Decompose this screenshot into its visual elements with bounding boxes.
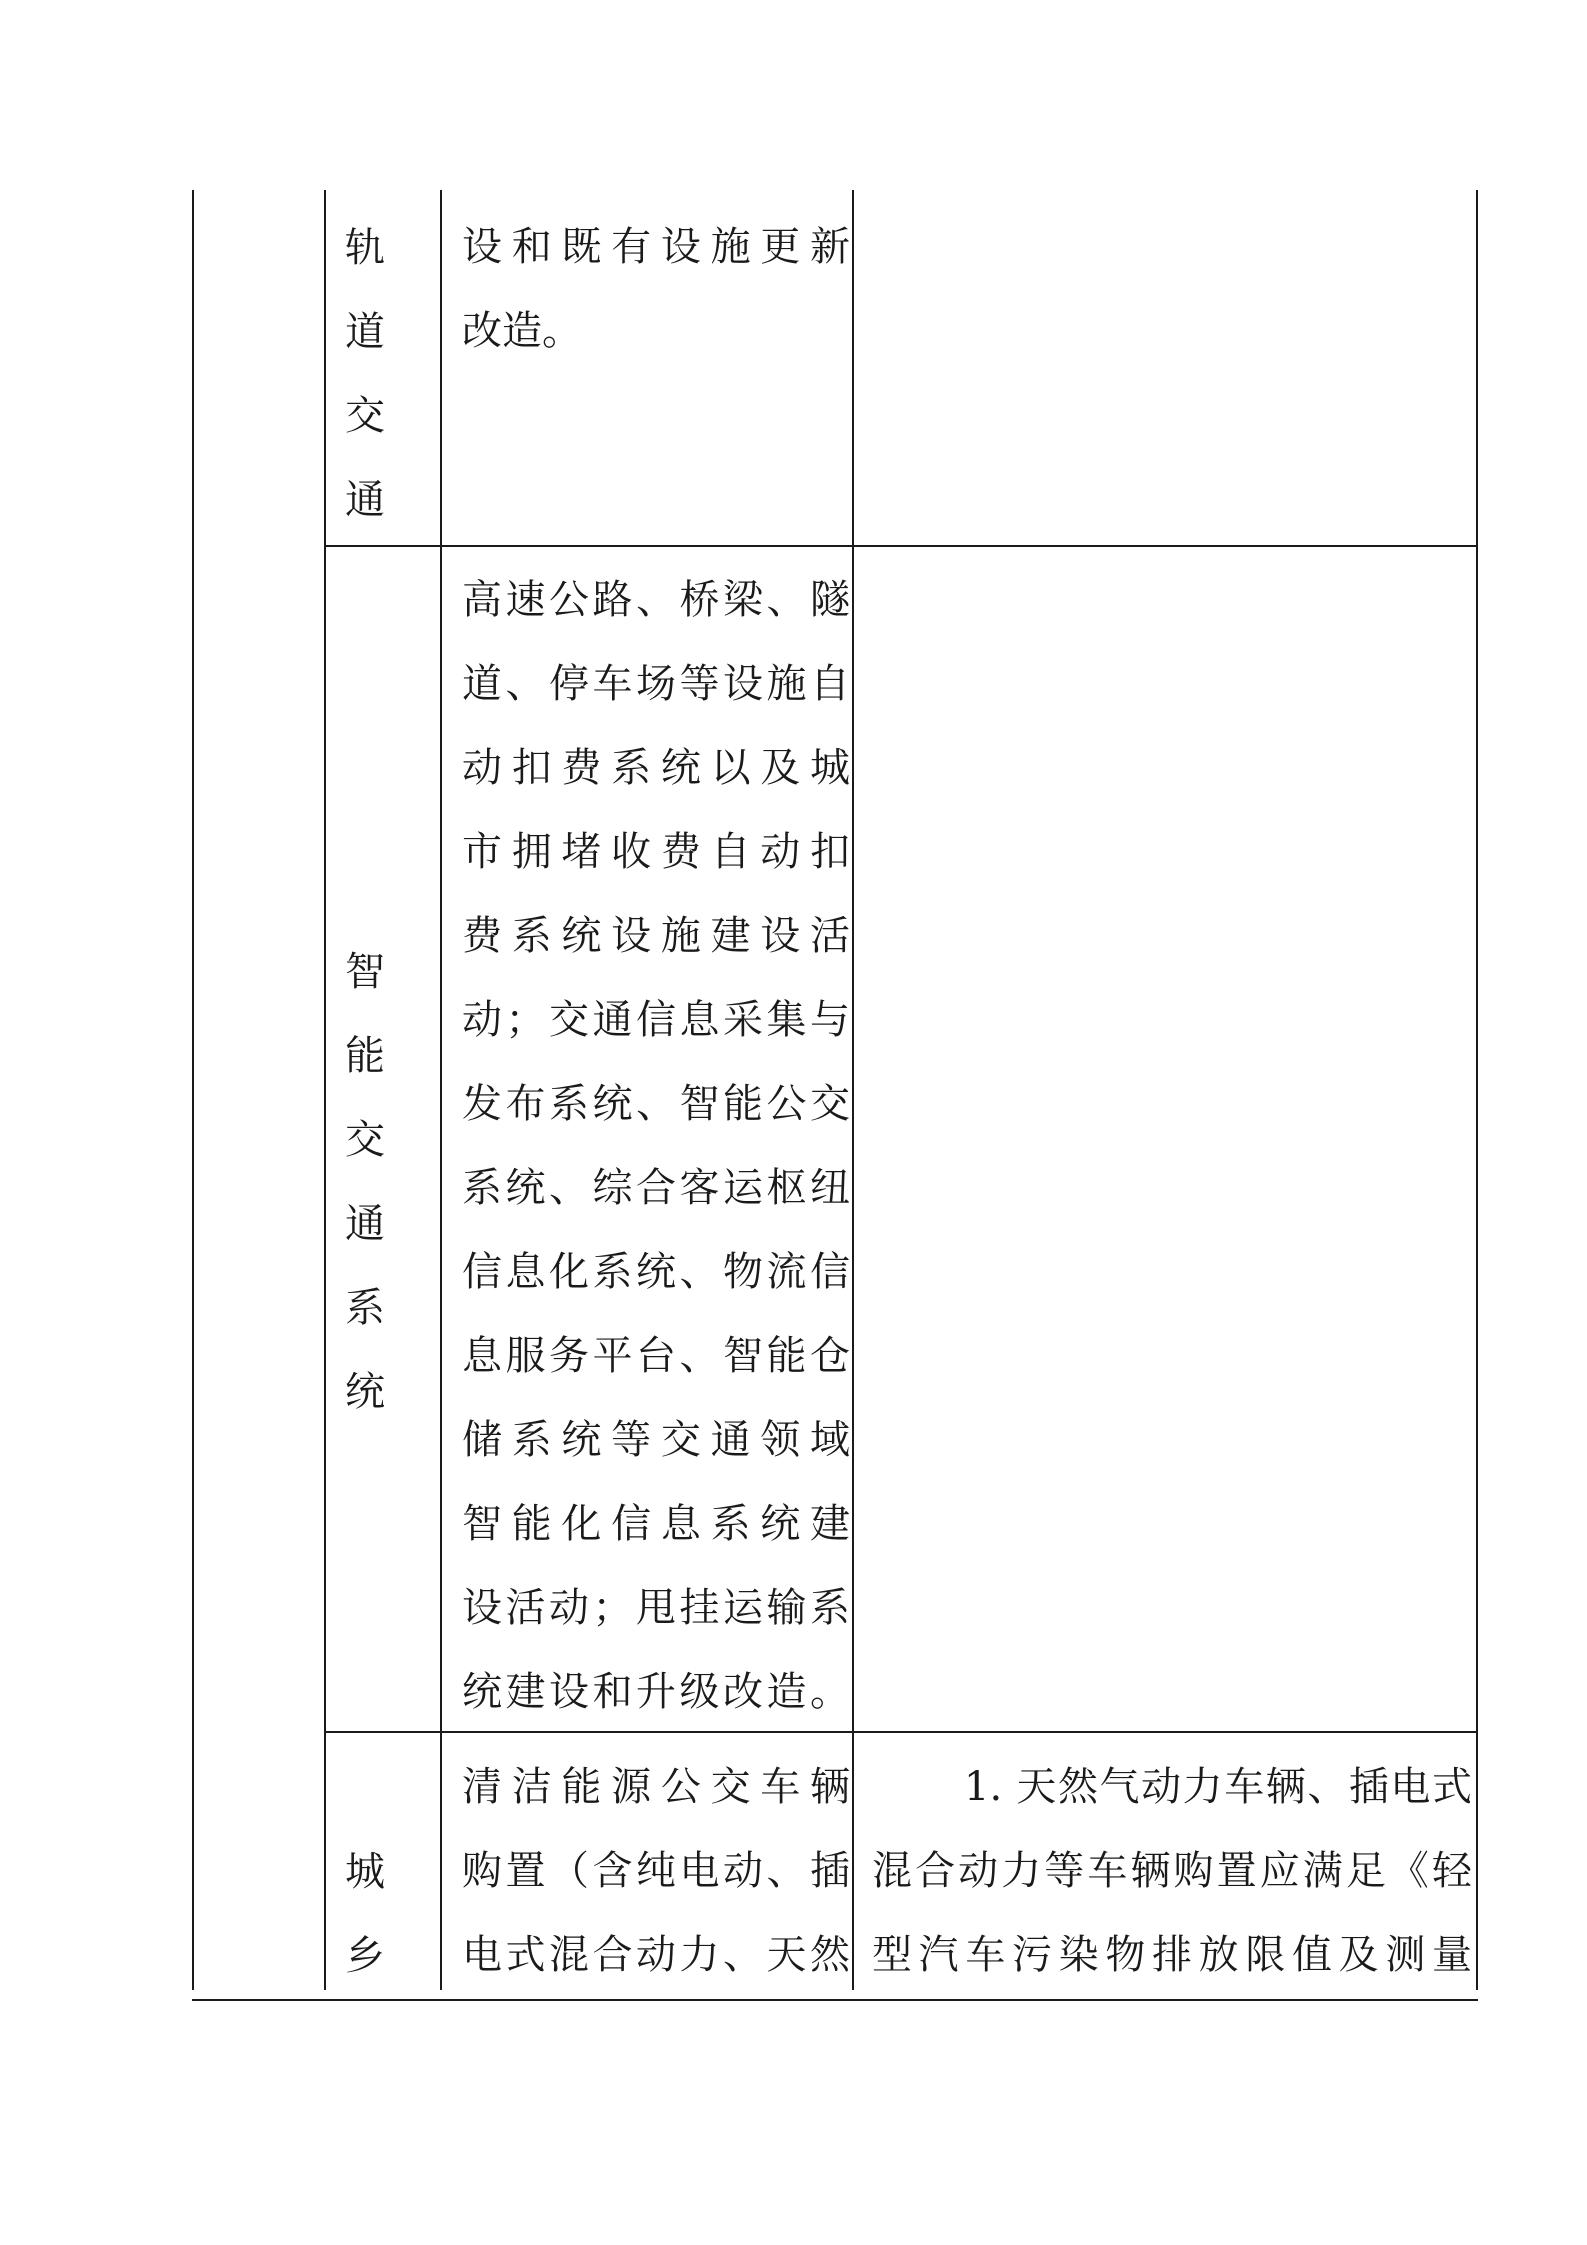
category-char: 统 <box>345 1369 385 1415</box>
content-line: 息服务平台、智能仓 <box>462 1333 850 1379</box>
content-line: 电式混合动力、天然 <box>462 1932 850 1978</box>
content-line: 动扣费系统以及城 <box>462 745 850 791</box>
requirement-line: 1. 天然气动力车辆、插电式 <box>964 1764 1472 1810</box>
content-urban-rural <box>462 1745 850 1997</box>
content-line: 市拥堵收费自动扣 <box>462 829 850 875</box>
category-char: 轨 <box>345 225 385 271</box>
table-border-left <box>192 190 194 1990</box>
row-separator-1 <box>324 545 1478 547</box>
category-rail-transit <box>325 206 405 542</box>
content-line: 信息化系统、物流信 <box>462 1249 850 1295</box>
table-divider-3 <box>852 190 854 1990</box>
content-line: 发布系统、智能公交 <box>462 1081 850 1127</box>
requirement-line: 型汽车污染物排放限值及测量 <box>872 1932 1472 1978</box>
content-intelligent-transport <box>462 558 850 1734</box>
category-urban-rural <box>325 1830 405 1998</box>
table-divider-2 <box>440 190 442 1990</box>
content-rail-transit <box>462 205 850 373</box>
requirement-urban-rural <box>872 1745 1472 1997</box>
content-line: 改造。 <box>462 308 582 354</box>
category-intelligent-transport <box>325 930 405 1434</box>
content-line: 动；交通信息采集与 <box>462 997 850 1043</box>
content-line: 道、停车场等设施自 <box>462 661 850 707</box>
category-char: 能 <box>345 1033 385 1079</box>
category-char: 道 <box>345 309 385 355</box>
content-line: 清洁能源公交车辆 <box>462 1764 850 1810</box>
category-char: 通 <box>345 477 385 523</box>
category-char: 交 <box>345 1117 385 1163</box>
content-line: 费系统设施建设活 <box>462 913 850 959</box>
content-line: 系统、综合客运枢纽 <box>462 1165 850 1211</box>
content-line: 设和既有设施更新 <box>462 224 850 270</box>
table-border-right <box>1476 190 1478 1990</box>
content-line: 储系统等交通领域 <box>462 1417 850 1463</box>
category-char: 通 <box>345 1201 385 1247</box>
content-line: 购置（含纯电动、插 <box>462 1848 850 1894</box>
content-line: 统建设和升级改造。 <box>462 1669 850 1715</box>
content-line: 智能化信息系统建 <box>462 1501 850 1547</box>
category-char: 乡 <box>345 1933 385 1979</box>
category-char: 系 <box>345 1285 385 1331</box>
category-char: 交 <box>345 393 385 439</box>
category-char: 智 <box>345 949 385 995</box>
category-char: 城 <box>345 1849 385 1895</box>
requirement-line: 混合动力等车辆购置应满足《轻 <box>872 1848 1472 1894</box>
content-line: 设活动；甩挂运输系 <box>462 1585 850 1631</box>
content-line: 高速公路、桥梁、隧 <box>462 577 850 623</box>
table-border-bottom <box>192 1999 1478 2001</box>
